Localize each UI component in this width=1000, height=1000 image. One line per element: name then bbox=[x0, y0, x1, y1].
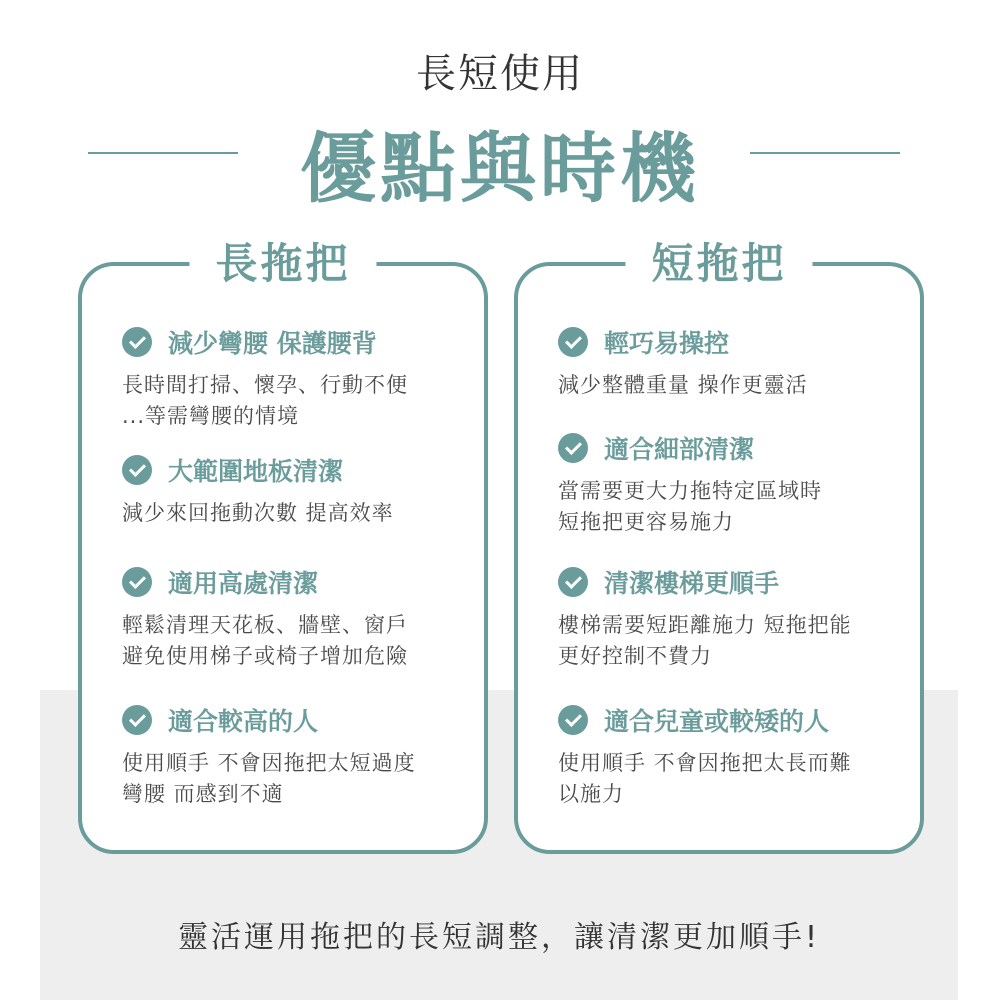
item-description: 長時間打掃、懷孕、行動不便 ...等需彎腰的情境 bbox=[122, 373, 408, 428]
check-circle-icon bbox=[558, 433, 588, 463]
long-mop-card-title: 長拖把 bbox=[189, 232, 376, 296]
long-mop-item-2 bbox=[122, 452, 472, 529]
long-mop-card bbox=[78, 239, 488, 854]
item-description: 減少整體重量 操作更靈活 bbox=[558, 373, 808, 397]
item-heading: 大範圍地板清潔 bbox=[168, 457, 344, 486]
long-mop-item-1 bbox=[122, 324, 472, 432]
check-circle-icon bbox=[122, 327, 152, 357]
title-right-rule bbox=[750, 152, 900, 154]
check-circle-icon bbox=[122, 705, 152, 735]
footer-tagline: 靈活運用拖把的長短調整，讓清潔更加順手! bbox=[177, 920, 821, 955]
item-heading: 適用高處清潔 bbox=[168, 569, 319, 598]
check-circle-icon bbox=[122, 455, 152, 485]
short-mop-card-title: 短拖把 bbox=[625, 232, 812, 296]
item-description: 樓梯需要短距離施力 短拖把能 更好控制不費力 bbox=[558, 613, 852, 668]
item-description: 減少來回拖動次數 提高效率 bbox=[122, 501, 394, 525]
short-mop-item-1 bbox=[558, 324, 908, 401]
item-description: 使用順手 不會因拖把太短過度 彎腰 而感到不適 bbox=[122, 751, 416, 806]
long-mop-item-3 bbox=[122, 564, 472, 672]
item-heading: 適合細部清潔 bbox=[604, 435, 755, 464]
check-circle-icon bbox=[558, 567, 588, 597]
short-mop-item-2 bbox=[558, 430, 908, 538]
item-description: 使用順手 不會因拖把太長而難 以施力 bbox=[558, 751, 852, 806]
item-heading: 減少彎腰 保護腰背 bbox=[168, 329, 377, 358]
item-heading: 清潔樓梯更順手 bbox=[604, 569, 780, 598]
item-heading: 適合兒童或較矮的人 bbox=[604, 707, 830, 736]
check-circle-icon bbox=[558, 705, 588, 735]
short-mop-item-3 bbox=[558, 564, 908, 672]
check-circle-icon bbox=[558, 327, 588, 357]
item-heading: 適合較高的人 bbox=[168, 707, 319, 736]
page-title: 優點與時機 bbox=[300, 124, 700, 213]
item-description: 輕鬆清理天花板、牆壁、窗戶 避免使用梯子或椅子增加危險 bbox=[122, 613, 408, 668]
short-mop-item-4 bbox=[558, 702, 908, 810]
item-description: 當需要更大力拖特定區域時 短拖把更容易施力 bbox=[558, 479, 822, 534]
check-circle-icon bbox=[122, 567, 152, 597]
item-heading: 輕巧易操控 bbox=[604, 329, 730, 358]
long-mop-item-4 bbox=[122, 702, 472, 810]
short-mop-card bbox=[514, 239, 924, 854]
page-subtitle: 長短使用 bbox=[416, 51, 584, 97]
